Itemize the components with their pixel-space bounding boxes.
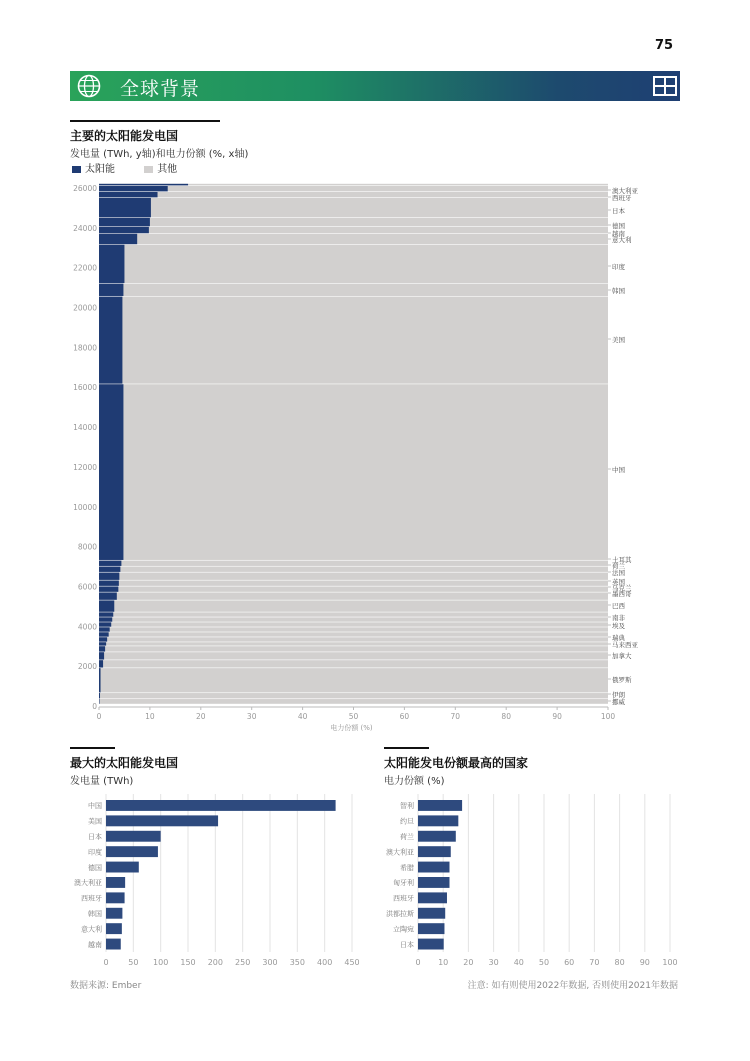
other-band-28 [99, 668, 608, 692]
gen-x-tick-350: 350 [289, 958, 305, 967]
share-x-tick-70: 70 [589, 958, 600, 967]
main-chart-legend [72, 160, 177, 175]
country-label-10: 土耳其 [612, 556, 632, 564]
other-band-27 [99, 660, 608, 667]
solar-band-12 [99, 567, 120, 572]
other-band-17 [99, 600, 608, 611]
gen-x-tick-300: 300 [262, 958, 278, 967]
share-bar-2 [418, 831, 456, 842]
share-x-tick-10: 10 [438, 958, 449, 967]
other-band-15 [99, 586, 608, 591]
gen-category-4: 德国 [88, 863, 102, 872]
share-x-tick-50: 50 [538, 958, 550, 967]
solar-band-23 [99, 637, 107, 641]
share-category-1: 约旦 [400, 817, 414, 826]
y-tick-label-8000: 8000 [77, 542, 97, 552]
other-band-30 [99, 699, 608, 704]
other-band-1 [99, 186, 608, 191]
bottom-right-subtitle: 电力份额 (%) [384, 776, 445, 787]
legend-solar-label: 太阳能 [85, 164, 115, 175]
top-share-chart [384, 790, 680, 970]
solar-band-16 [99, 592, 117, 599]
gen-x-tick-400: 400 [317, 958, 333, 967]
country-label-12: 法国 [612, 569, 625, 577]
country-label-17: 南非 [612, 614, 625, 622]
share-x-tick-80: 80 [614, 958, 625, 967]
bottom-right-rule [384, 747, 429, 749]
y-tick-label-20000: 20000 [73, 303, 97, 313]
solar-band-10 [99, 384, 123, 560]
main-chart-subtitle: 发电量 (TWh, y轴)和电力份额 (%, x轴) [70, 149, 249, 160]
country-label-2: 日本 [612, 207, 625, 215]
solar-band-1 [99, 186, 168, 191]
x-tick-label-40: 40 [297, 712, 308, 721]
top-generators-chart [70, 790, 360, 970]
other-band-22 [99, 632, 608, 636]
legend-other-swatch [144, 166, 153, 173]
solar-band-5 [99, 227, 149, 233]
other-band-18 [99, 612, 608, 616]
country-label-22: 俄罗斯 [612, 676, 632, 684]
solar-band-22 [99, 632, 109, 636]
country-label-13: 英国 [612, 578, 625, 586]
solar-band-29 [99, 693, 100, 698]
footer-source: 数据来源: Ember [70, 981, 142, 991]
gen-bar-1 [106, 815, 218, 826]
other-band-11 [99, 561, 608, 566]
other-band-25 [99, 646, 608, 651]
country-label-16: 巴西 [612, 602, 625, 610]
country-label-18: 埃及 [612, 622, 625, 630]
solar-band-27 [99, 660, 103, 667]
bottom-right-title: 太阳能发电份额最高的国家 [384, 756, 529, 770]
country-label-7: 韩国 [612, 287, 625, 295]
solar-band-9 [99, 297, 122, 384]
footer-note: 注意: 如有则使用2022年数据, 否则使用2021年数据 [467, 981, 678, 991]
share-x-tick-40: 40 [513, 958, 524, 967]
other-band-7 [99, 245, 608, 283]
x-axis-title: 电力份额 (%) [330, 724, 373, 732]
other-band-6 [99, 234, 608, 244]
y-tick-label-24000: 24000 [73, 223, 97, 233]
share-x-tick-100: 100 [662, 958, 678, 967]
country-label-4: 越南 [612, 230, 625, 238]
country-label-3: 德国 [612, 222, 625, 230]
other-band-24 [99, 642, 608, 645]
legend-other [144, 164, 177, 175]
gen-category-8: 意大利 [81, 925, 102, 934]
other-band-10 [99, 384, 608, 560]
solar-band-15 [99, 586, 118, 591]
gen-x-tick-100: 100 [153, 958, 169, 967]
bottom-left-title: 最大的太阳能发电国 [70, 756, 179, 770]
solar-band-7 [99, 245, 124, 283]
other-band-16 [99, 592, 608, 599]
x-tick-label-30: 30 [246, 712, 257, 721]
solar-band-28 [99, 668, 101, 692]
other-band-5 [99, 227, 608, 233]
share-category-5: 匈牙利 [393, 879, 414, 888]
country-label-5: 意大利 [612, 236, 632, 244]
solar-band-11 [99, 561, 121, 566]
other-band-20 [99, 622, 608, 626]
y-tick-label-12000: 12000 [73, 462, 97, 472]
main-chart-rule [70, 120, 220, 122]
other-band-19 [99, 617, 608, 621]
x-tick-label-0: 0 [96, 712, 102, 721]
x-tick-label-50: 50 [348, 712, 359, 721]
solar-band-3 [99, 198, 151, 217]
y-tick-label-14000: 14000 [73, 423, 97, 433]
other-band-13 [99, 573, 608, 580]
x-tick-label-20: 20 [196, 712, 206, 721]
bottom-left-subtitle: 发电量 (TWh) [70, 776, 134, 787]
country-label-1: 西班牙 [612, 194, 632, 202]
solar-band-6 [99, 234, 137, 244]
solar-band-18 [99, 612, 113, 616]
x-tick-label-100: 100 [600, 712, 616, 721]
share-bar-5 [418, 877, 450, 888]
other-band-12 [99, 567, 608, 572]
section-banner [70, 71, 680, 101]
share-category-9: 日本 [400, 940, 414, 949]
y-tick-label-26000: 26000 [73, 184, 97, 193]
gen-bar-0 [106, 800, 336, 811]
gen-category-6: 西班牙 [81, 894, 102, 903]
share-category-2: 荷兰 [400, 833, 414, 841]
gen-category-1: 美国 [88, 817, 102, 826]
share-x-tick-20: 20 [463, 958, 474, 967]
gen-x-tick-250: 250 [235, 958, 251, 967]
share-bar-7 [418, 908, 445, 919]
other-band-4 [99, 218, 608, 226]
other-band-26 [99, 652, 608, 659]
gen-bar-3 [106, 846, 158, 857]
share-bar-4 [418, 862, 450, 873]
solar-band-25 [99, 646, 105, 651]
share-category-7: 洪都拉斯 [386, 910, 414, 918]
legend-other-label: 其他 [157, 164, 178, 175]
gen-category-5: 澳大利亚 [74, 879, 102, 888]
gen-x-tick-50: 50 [128, 958, 139, 967]
y-tick-label-22000: 22000 [73, 263, 97, 273]
share-bar-3 [418, 846, 451, 857]
x-tick-label-10: 10 [145, 712, 155, 721]
y-tick-label-10000: 10000 [73, 502, 97, 512]
y-tick-label-2000: 2000 [77, 662, 97, 672]
other-band-14 [99, 580, 608, 585]
gen-x-tick-450: 450 [344, 958, 360, 967]
solar-band-26 [99, 652, 104, 659]
other-band-2 [99, 192, 608, 197]
gen-category-7: 韩国 [88, 910, 102, 918]
solar-band-21 [99, 627, 110, 631]
x-tick-label-60: 60 [399, 712, 410, 721]
country-label-8: 美国 [612, 336, 625, 344]
gen-bar-6 [106, 892, 125, 903]
share-x-tick-90: 90 [639, 958, 650, 967]
country-label-9: 中国 [612, 466, 625, 474]
gen-category-2: 日本 [88, 833, 102, 841]
gen-bar-9 [106, 939, 121, 950]
x-tick-label-80: 80 [501, 712, 511, 721]
share-category-4: 希腊 [400, 863, 414, 872]
y-tick-label-0: 0 [92, 702, 97, 711]
banner-title: 全球背景 [120, 78, 201, 100]
other-band-23 [99, 637, 608, 641]
other-band-29 [99, 693, 608, 698]
share-category-0: 智利 [400, 802, 414, 811]
country-label-0: 澳大利亚 [612, 187, 638, 195]
other-band-9 [99, 297, 608, 384]
share-category-3: 澳大利亚 [386, 848, 414, 857]
solar-band-20 [99, 622, 111, 626]
gen-bar-2 [106, 831, 161, 842]
gen-category-3: 印度 [88, 848, 102, 857]
logo-icon [652, 74, 678, 98]
share-x-tick-60: 60 [564, 958, 575, 967]
share-bar-0 [418, 800, 462, 811]
gen-x-tick-200: 200 [207, 958, 223, 967]
gen-bar-5 [106, 877, 125, 888]
gen-bar-8 [106, 923, 122, 934]
solar-band-8 [99, 284, 123, 296]
solar-band-2 [99, 192, 158, 197]
x-tick-label-90: 90 [552, 712, 562, 721]
solar-band-30 [99, 699, 100, 704]
country-label-15: 墨西哥 [612, 590, 632, 598]
country-label-23: 伊朗 [612, 691, 625, 699]
main-chart [70, 182, 680, 734]
gen-bar-7 [106, 908, 122, 919]
other-band-8 [99, 284, 608, 296]
country-label-19: 瑞典 [612, 634, 625, 642]
y-tick-label-18000: 18000 [73, 343, 97, 353]
solar-band-0 [99, 184, 188, 186]
country-label-6: 印度 [612, 263, 625, 271]
other-band-3 [99, 198, 608, 217]
gen-bar-4 [106, 862, 139, 873]
solar-band-24 [99, 642, 106, 645]
solar-band-4 [99, 218, 150, 226]
share-bar-6 [418, 892, 447, 903]
solar-band-17 [99, 600, 114, 611]
solar-band-14 [99, 580, 119, 585]
country-label-20: 马来西亚 [612, 641, 638, 649]
solar-band-19 [99, 617, 112, 621]
legend-solar [72, 164, 115, 175]
other-band-21 [99, 627, 608, 631]
gen-x-tick-0: 0 [103, 958, 109, 967]
share-bar-8 [418, 923, 444, 934]
bottom-left-rule [70, 747, 115, 749]
solar-band-13 [99, 573, 119, 580]
main-chart-title: 主要的太阳能发电国 [70, 129, 179, 143]
legend-solar-swatch [72, 166, 81, 173]
y-tick-label-16000: 16000 [73, 383, 97, 393]
share-bar-9 [418, 939, 444, 950]
share-category-6: 西班牙 [393, 894, 414, 903]
y-tick-label-4000: 4000 [77, 622, 97, 632]
globe-icon [76, 74, 102, 98]
share-bar-1 [418, 815, 458, 826]
gen-category-9: 越南 [88, 940, 102, 949]
gen-x-tick-150: 150 [180, 958, 196, 967]
share-x-tick-30: 30 [488, 958, 499, 967]
gen-category-0: 中国 [88, 802, 102, 811]
country-label-11: 荷兰 [612, 562, 625, 570]
page-number: 75 [655, 38, 674, 53]
x-tick-label-70: 70 [450, 712, 461, 721]
share-category-8: 立陶宛 [393, 925, 414, 934]
country-label-14: 乌克兰 [612, 584, 632, 592]
country-label-24: 挪威 [612, 698, 625, 706]
y-tick-label-6000: 6000 [77, 582, 97, 592]
share-x-tick-0: 0 [415, 958, 421, 967]
country-label-21: 加拿大 [612, 652, 632, 660]
